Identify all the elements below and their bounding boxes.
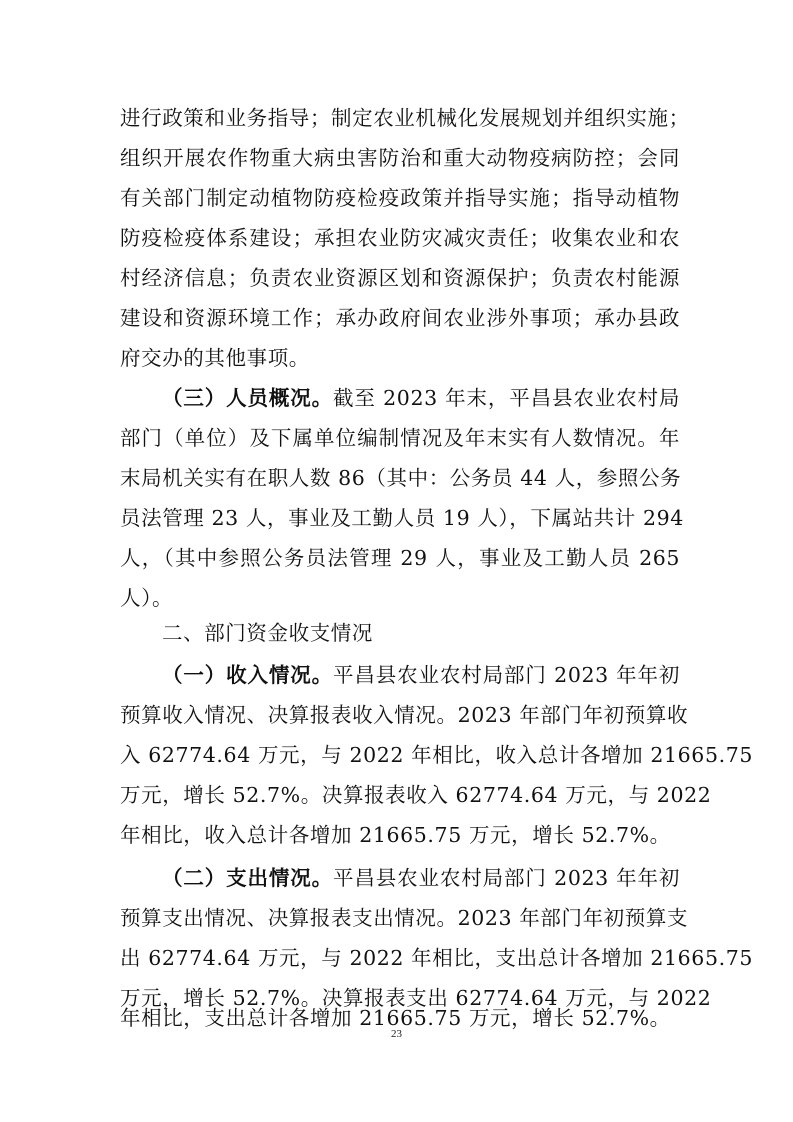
paragraph-line: 预算收入情况、决算报表收入情况。2023 年部门年初预算收 [120, 703, 689, 727]
expenditure-first-line-text: 平昌县农业农村局部门 2023 年年初 [333, 866, 680, 890]
paragraph-line: 村经济信息；负责农业资源区划和资源保护；负责农村能源 [120, 266, 680, 290]
paragraph-line: 建设和资源环境工作；承办政府间农业涉外事项；承办县政 [120, 306, 680, 330]
income-first-line-text: 平昌县农业农村局部门 2023 年年初 [333, 663, 680, 687]
paragraph-line: 人）。 [120, 586, 174, 610]
paragraph-line: 有关部门制定动植物防疫检疫政策并指导实施；指导动植物 [120, 186, 680, 210]
paragraph-line: 组织开展农作物重大病虫害防治和重大动物疫病防控；会同 [120, 146, 680, 170]
income-first-line [162, 662, 680, 688]
expenditure-first-line [162, 865, 680, 891]
income-heading: （一）收入情况。 [162, 663, 334, 687]
paragraph-line: 年相比，收入总计各增加 21665.75 万元，增长 52.7%。 [120, 823, 671, 847]
paragraph-line: 员法管理 23 人，事业及工勤人员 19 人），下属站共计 294 [120, 506, 684, 530]
paragraph-line: 人，（其中参照公务员法管理 29 人，事业及工勤人员 265 [120, 546, 680, 570]
personnel-heading: （三）人员概况。 [162, 386, 334, 410]
paragraph-line: 防疫检疫体系建设；承担农业防灾减灾责任；收集农业和农 [120, 226, 680, 250]
paragraph-line: 预算支出情况、决算报表支出情况。2023 年部门年初预算支 [120, 906, 689, 930]
expenditure-heading: （二）支出情况。 [162, 866, 334, 890]
paragraph-line: 进行政策和业务指导；制定农业机械化发展规划并组织实施； [120, 106, 690, 130]
section-heading: 二、部门资金收支情况 [162, 621, 373, 645]
paragraph-line: 部门（单位）及下属单位编制情况及年末实有人数情况。年 [120, 426, 680, 450]
paragraph-line: 府交办的其他事项。 [120, 346, 310, 370]
paragraph-line: 末局机关实有在职人数 86（其中：公务员 44 人，参照公务 [120, 466, 682, 490]
paragraph-line: 出 62774.64 万元，与 2022 年相比，支出总计各增加 21665.75 [120, 946, 753, 970]
paragraph-line: 万元，增长 52.7%。决算报表收入 62774.64 万元，与 2022 [120, 783, 712, 807]
personnel-first-line [162, 385, 680, 411]
paragraph-line: 年相比，支出总计各增加 21665.75 万元，增长 52.7%。 [120, 1006, 671, 1030]
paragraph-line: 万元，增长 52.7%。决算报表支出 62774.64 万元，与 2022 [120, 986, 712, 1010]
page-number: 23 [391, 1028, 402, 1040]
paragraph-line: 入 62774.64 万元，与 2022 年相比，收入总计各增加 21665.75 [120, 743, 753, 767]
personnel-first-line-text: 截至 2023 年末，平昌县农业农村局 [333, 386, 680, 410]
